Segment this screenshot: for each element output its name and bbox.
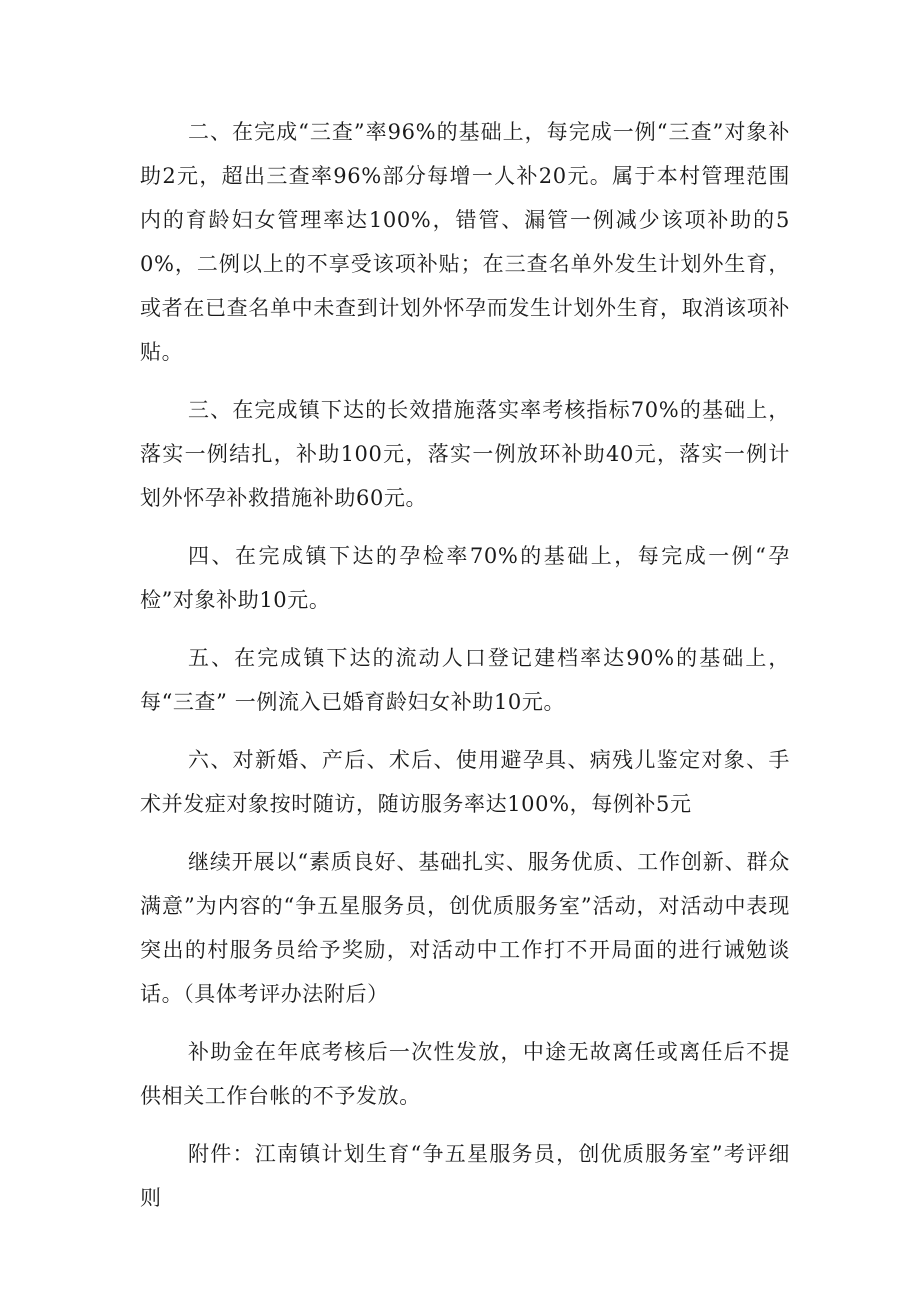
paragraph-3-long-term-measures: 三、在完成镇下达的长效措施落实率考核指标70%的基础上，落实一例结扎，补助100元，落实一例放环补助40元，落实一例计划外怀孕补救措施补助60元。 — [140, 398, 790, 510]
paragraph-6-follow-up-visits: 六、对新婚、产后、术后、使用避孕具、病残儿鉴定对象、手术并发症对象按时随访，随访服务率达100%，每例补5元 — [140, 748, 790, 816]
paragraph-5-floating-population: 五、在完成镇下达的流动人口登记建档率达90%的基础上，每“三查” 一例流入已婚育龄妇女补助10元。 — [140, 646, 790, 714]
document-body — [140, 110, 790, 1234]
paragraph-subsidy-payment: 补助金在年底考核后一次性发放，中途无故离任或离任后不提供相关工作台帐的不予发放。 — [140, 1040, 790, 1108]
paragraph-five-star-campaign: 继续开展以“素质良好、基础扎实、服务优质、工作创新、群众满意”为内容的“争五星服务员，创优质服务室”活动，对活动中表现突出的村服务员给予奖励，对活动中工作打不开局面的进行诫勉谈话。（具体考评办法附后） — [140, 850, 790, 1006]
paragraph-4-pregnancy-check: 四、在完成镇下达的孕检率70%的基础上，每完成一例“孕检”对象补助10元。 — [140, 544, 790, 612]
paragraph-2-three-checks: 二、在完成“三查”率96%的基础上，每完成一例“三查”对象补助2元，超出三查率96%部分每增一人补20元。属于本村管理范围内的育龄妇女管理率达100%，错管、漏管一例减少该项补助的50%，二例以上的不享受该项补贴；在三查名单外发生计划外生育，或者在已查名单中未查到计划外怀孕而发生计划外生育，取消该项补贴。 — [140, 120, 790, 364]
paragraph-attachment: 附件：江南镇计划生育“争五星服务员，创优质服务室”考评细则 — [140, 1142, 790, 1210]
